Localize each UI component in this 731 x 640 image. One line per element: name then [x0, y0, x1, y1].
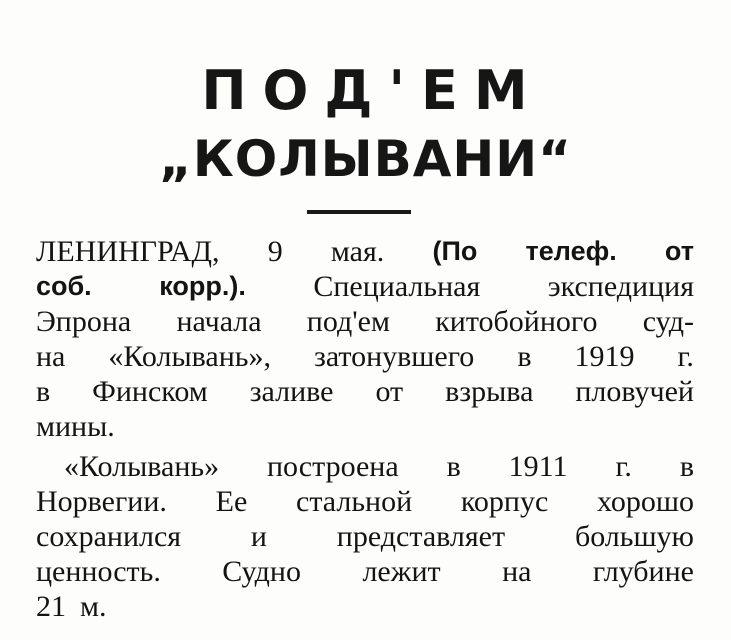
paragraph-1-line-6 [36, 409, 694, 444]
paragraph-1 [36, 234, 694, 444]
word: г. [615, 450, 632, 483]
word: стальной [296, 485, 413, 518]
word: Норвегии. [36, 485, 167, 518]
dateline-month: мая. [330, 235, 385, 268]
word: заливе [249, 375, 334, 408]
word: «Колывань», [108, 340, 271, 373]
paragraph-1-line-1 [36, 234, 694, 269]
word: корпус [460, 485, 549, 518]
word: 1911 [508, 450, 568, 483]
word: Специальная [313, 270, 481, 303]
word: лежит [362, 555, 441, 588]
word: экспедиция [547, 270, 694, 303]
word: ценность. [36, 555, 161, 588]
word: сохранился [36, 520, 182, 553]
word: глубине [592, 555, 694, 588]
word: в [446, 450, 461, 483]
headline-divider [307, 210, 411, 214]
word: в [36, 375, 51, 408]
word: «Колывань» [64, 450, 220, 483]
word: от [375, 375, 404, 408]
word: начала [176, 305, 262, 338]
word: китобойного [435, 305, 598, 338]
word: в [517, 340, 532, 373]
word: представляет [336, 520, 506, 553]
word: затонувшего [313, 340, 475, 373]
headline-line-2: „КОЛЫВАНИ“ [159, 130, 572, 188]
word: пловучей [575, 375, 694, 408]
paragraph-2-line-5 [36, 589, 694, 624]
dateline-day: 9 [267, 235, 283, 268]
word: м. [80, 590, 107, 623]
paragraph-1-line-2 [36, 269, 694, 304]
word: хорошо [597, 485, 694, 518]
word: на [502, 555, 532, 588]
paragraph-1-line-4 [36, 339, 694, 374]
source-credit-word: телеф. [525, 236, 617, 266]
word: на [36, 340, 66, 373]
word: мины. [36, 410, 115, 443]
word: Финском [92, 375, 208, 408]
word: большую [574, 520, 694, 553]
word: г. [677, 340, 694, 373]
paragraph-2 [36, 449, 694, 624]
word: Судно [222, 555, 301, 588]
word: 1919 [574, 340, 635, 373]
headline-line-1: ПОД'ЕМ [201, 59, 544, 122]
word: построена [267, 450, 399, 483]
paragraph-2-line-2 [36, 484, 694, 519]
paragraph-2-line-4 [36, 554, 694, 589]
paragraph-2-line-1 [36, 449, 694, 484]
word: 21 [36, 590, 66, 623]
source-credit-word: (По [432, 236, 478, 266]
word: суд- [642, 305, 694, 338]
source-credit-word: соб. [36, 271, 92, 301]
dateline-city: ЛЕНИНГРАД, [36, 235, 220, 268]
source-credit-word: от [664, 236, 694, 266]
word: взрыва [445, 375, 534, 408]
word: под'ем [306, 305, 390, 338]
word: Эпрона [36, 305, 132, 338]
word: в [679, 450, 694, 483]
word: Ее [215, 485, 248, 518]
paragraph-1-line-3 [36, 304, 694, 339]
paragraph-1-line-5 [36, 374, 694, 409]
source-credit-word: корр.). [159, 271, 246, 301]
word: и [250, 520, 267, 553]
paragraph-2-line-3 [36, 519, 694, 554]
